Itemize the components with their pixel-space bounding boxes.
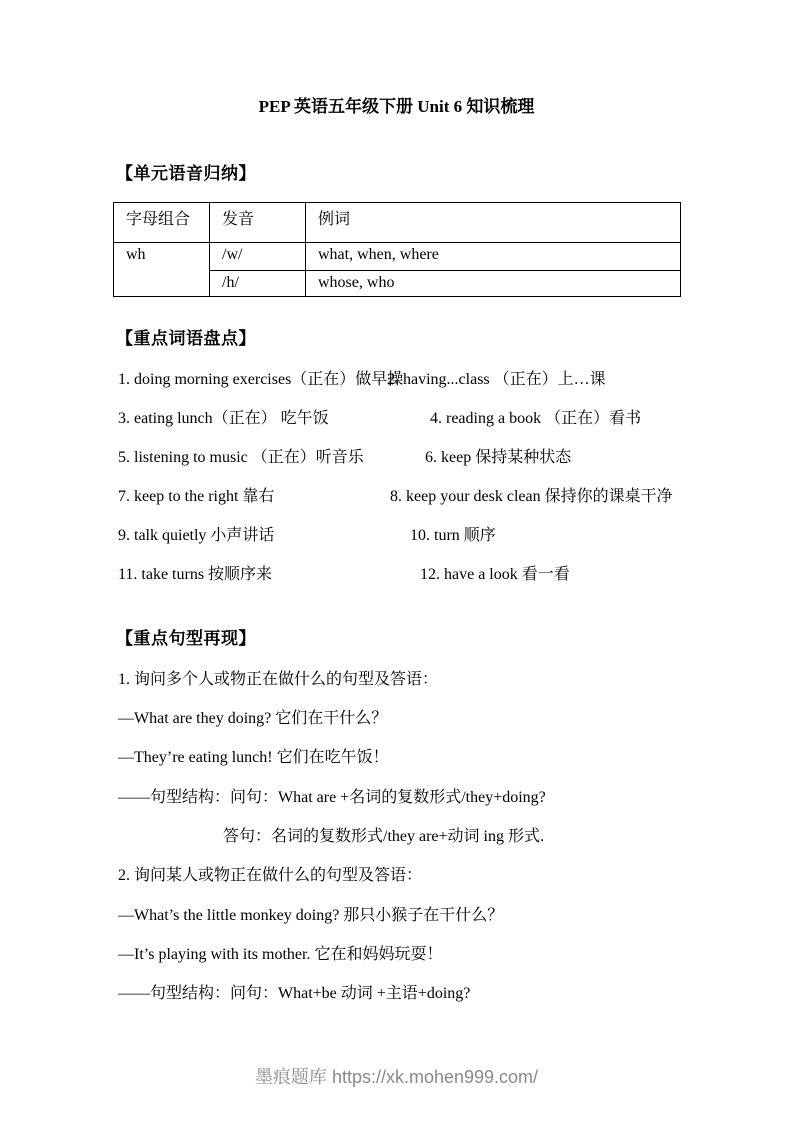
vocab-row [118, 369, 684, 390]
sentence-line: 1. 询问多个人或物正在做什么的句型及答语： [118, 671, 439, 688]
sentence-line: —What are they doing? 它们在干什么？ [118, 710, 388, 727]
table-header-letter-group: 字母组合 [114, 203, 210, 243]
vocab-item: 4. reading a book （正在）看书 [430, 410, 642, 427]
cell-examples-h: whose, who [306, 271, 681, 297]
vocab-item: 1. doing morning exercises（正在）做早操 [118, 371, 404, 388]
vocab-row [118, 486, 684, 507]
sentence-line: —They’re eating lunch! 它们在吃午饭！ [118, 749, 389, 766]
table-header-row [114, 203, 681, 243]
cell-pronunciation-w: /w/ [210, 243, 306, 271]
sentence-line: —It’s playing with its mother. 它在和妈妈玩耍！ [118, 946, 443, 963]
page-footer [0, 1065, 793, 1089]
table-row [114, 243, 681, 271]
vocab-item: 9. talk quietly 小声讲话 [118, 527, 275, 544]
cell-pronunciation-h: /h/ [210, 271, 306, 297]
sentence-line: ——句型结构：问句：What+be 动词 +主语+doing? [118, 985, 471, 1002]
vocab-item: 11. take turns 按顺序来 [118, 566, 273, 583]
phonics-table [113, 202, 681, 297]
vocab-item: 8. keep your desk clean 保持你的课桌干净 [390, 488, 673, 505]
footer-text: 墨痕题库 https://xk.mohen999.com/ [254, 1067, 539, 1087]
cell-examples-w: what, when, where [306, 243, 681, 271]
vocab-row [118, 564, 684, 585]
vocab-item: 2. having...class （正在）上…课 [387, 371, 606, 388]
vocab-row [118, 408, 684, 429]
sentence-line: —What’s the little monkey doing? 那只小猴子在干什么？ [118, 907, 504, 924]
table-header-pronunciation: 发音 [210, 203, 306, 243]
sentence-line: 2. 询问某人或物正在做什么的句型及答语： [118, 867, 423, 884]
cell-letter-group: wh [114, 243, 210, 297]
vocab-item: 6. keep 保持某种状态 [425, 449, 572, 466]
vocab-item: 3. eating lunch（正在） 吃午饭 [118, 410, 329, 427]
section-heading-vocabulary: 【重点词语盘点】 [116, 329, 256, 348]
vocab-item: 7. keep to the right 靠右 [118, 488, 275, 505]
vocab-item: 12. have a look 看一看 [420, 566, 570, 583]
table-header-examples: 例词 [306, 203, 681, 243]
sentence-line: 答句：名词的复数形式/they are+动词 ing 形式. [223, 828, 544, 845]
vocab-row [118, 525, 684, 546]
section-heading-sentences: 【重点句型再现】 [116, 629, 256, 648]
sentence-line: ——句型结构：问句：What are +名词的复数形式/they+doing? [118, 789, 546, 806]
section-heading-phonics: 【单元语音归纳】 [116, 164, 256, 183]
vocab-item: 10. turn 顺序 [410, 527, 496, 544]
vocab-item: 5. listening to music （正在）听音乐 [118, 449, 364, 466]
page-title: PEP 英语五年级下册 Unit 6 知识梳理 [258, 97, 535, 116]
vocab-row [118, 447, 684, 468]
